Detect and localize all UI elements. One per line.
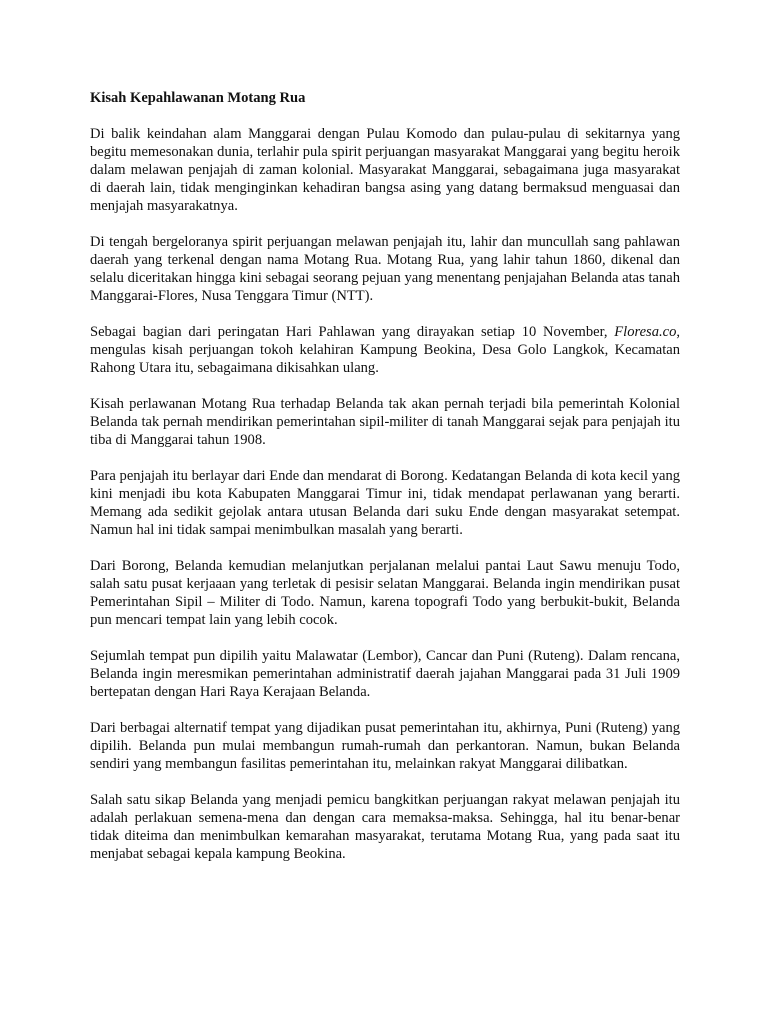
paragraph-1: Di balik keindahan alam Manggarai dengan Pulau Komodo dan pulau-pulau di sekitarnya yang begitu memesonakan dunia, terlahir pula spirit perjuangan masyarakat Manggarai yang begitu heroik dalam melawan penjajah di zaman kolonial. Masyarakat Manggarai, sebagaimana juga masyarakat di daerah lain, tidak menginginkan kehadiran bangsa asing yang datang bermaksud menguasai dan menjajah masyarakatnya.: [90, 126, 680, 214]
paragraph-7: Sejumlah tempat pun dipilih yaitu Malawatar (Lembor), Cancar dan Puni (Ruteng). Dalam rencana, Belanda ingin meresmikan pemerintahan administratif daerah jajahan Manggarai pada 31 Juli 1909 bertepatan dengan Hari Raya Kerajaan Belanda.: [90, 648, 680, 700]
paragraph-2: Di tengah bergeloranya spirit perjuangan melawan penjajah itu, lahir dan muncullah sang pahlawan daerah yang terkenal dengan nama Motang Rua. Motang Rua, yang lahir tahun 1860, dikenal dan selalu diceritakan hingga kini sebagai seorang pejuan yang menentang penjajahan Belanda atas tanah Manggarai-Flores, Nusa Tenggara Timur (NTT).: [90, 234, 680, 304]
source-name: Floresa.co: [614, 324, 677, 340]
document-title: Kisah Kepahlawanan Motang Rua: [90, 90, 306, 106]
paragraph-3: [90, 323, 680, 377]
paragraph-8: Dari berbagai alternatif tempat yang dijadikan pusat pemerintahan itu, akhirnya, Puni (Ruteng) yang dipilih. Belanda pun mulai membangun rumah-rumah dan perkantoran. Namun, bukan Belanda sendiri yang membangun fasilitas pemerintahan itu, melainkan rakyat Manggarai dilibatkan.: [90, 720, 680, 772]
paragraph-3-before: Sebagai bagian dari peringatan Hari Pahlawan yang dirayakan setiap 10 November,: [90, 324, 615, 340]
paragraph-4: Kisah perlawanan Motang Rua terhadap Belanda tak akan pernah terjadi bila pemerintah Kolonial Belanda tak pernah mendirikan pemerintahan sipil-militer di tanah Manggarai sejak para penjajah itu tiba di Manggarai tahun 1908.: [90, 396, 680, 448]
document-page: [90, 89, 680, 863]
paragraph-6: Dari Borong, Belanda kemudian melanjutkan perjalanan melalui pantai Laut Sawu menuju Todo, salah satu pusat kerjaaan yang terletak di pesisir selatan Manggarai. Belanda ingin mendirikan pusat Pemerintahan Sipil – Militer di Todo. Namun, karena topografi Todo yang berbukit-bukit, Belanda pun mencari tempat lain yang lebih cocok.: [90, 558, 680, 628]
paragraph-5: Para penjajah itu berlayar dari Ende dan mendarat di Borong. Kedatangan Belanda di kota kecil yang kini menjadi ibu kota Kabupaten Manggarai Timur ini, tidak mendapat perlawanan yang berarti. Memang ada sedikit gejolak antara utusan Belanda dari suku Ende dengan masyarakat setempat. Namun hal ini tidak sampai menimbulkan masalah yang berarti.: [90, 468, 680, 538]
paragraph-3-after: , mengulas kisah perjuangan tokoh kelahiran Kampung Beokina, Desa Golo Langkok, Kecamatan Rahong Utara itu, sebagaimana dikisahkan ulang.: [90, 324, 680, 376]
paragraph-9: Salah satu sikap Belanda yang menjadi pemicu bangkitkan perjuangan rakyat melawan penjajah itu adalah perlakuan semena-mena dan dengan cara memaksa-maksa. Sehingga, hal itu benar-benar tidak diteima dan menimbulkan kemarahan masyarakat, terutama Motang Rua, yang pada saat itu menjabat sebagai kepala kampung Beokina.: [90, 792, 680, 862]
